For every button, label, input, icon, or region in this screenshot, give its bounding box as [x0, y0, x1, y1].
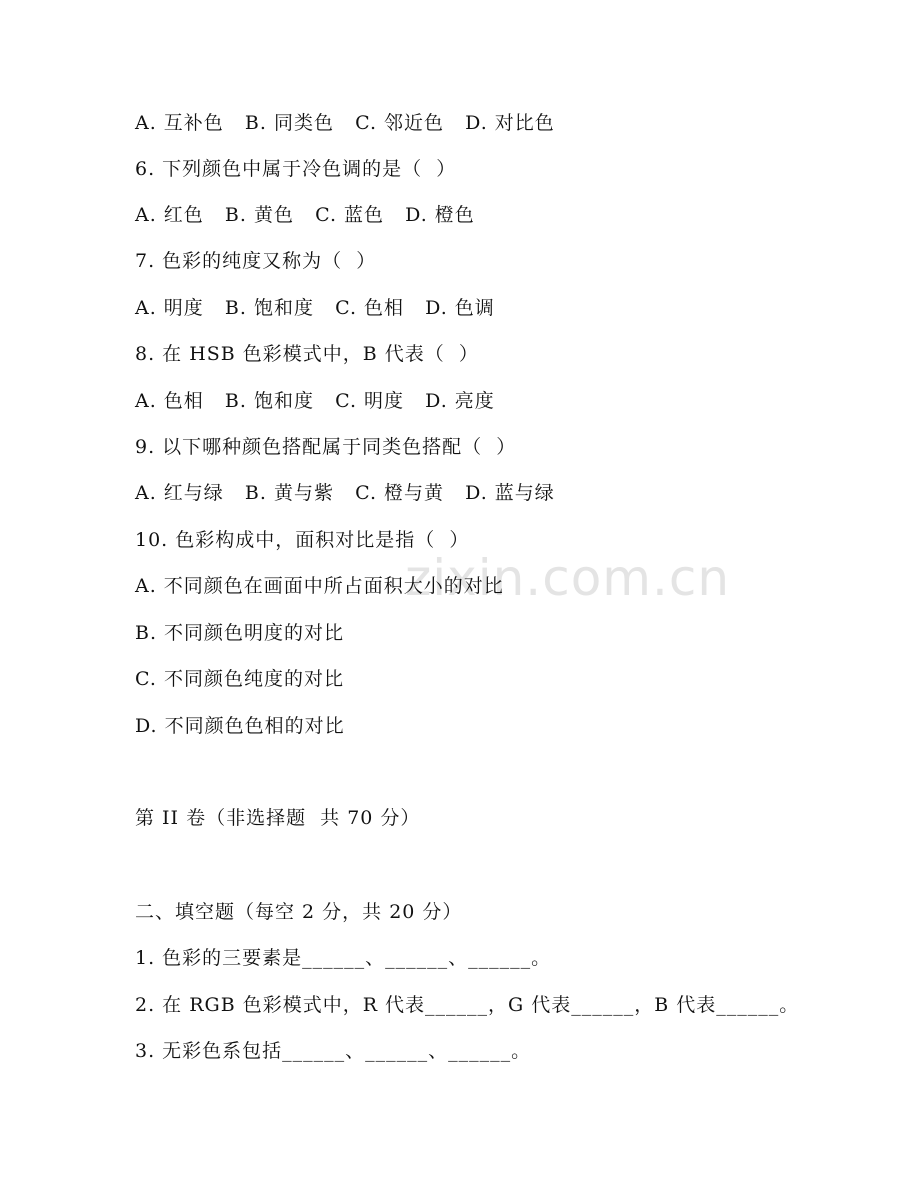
fill-q2: 2. 在 RGB 色彩模式中，R 代表______，G 代表______，B 代表______。: [135, 994, 800, 1016]
fill-q1: 1. 色彩的三要素是______、______、______。: [135, 947, 552, 969]
q7-options: A. 明度 B. 饱和度 C. 色相 D. 色调: [135, 297, 495, 319]
fill-q3: 3. 无彩色系包括______、______、______。: [135, 1040, 532, 1062]
watermark: zixin.com.cn: [405, 549, 731, 607]
q10-option-a: A. 不同颜色在画面中所占面积大小的对比: [135, 575, 504, 597]
q7-question: 7. 色彩的纯度又称为（ ）: [135, 250, 377, 272]
fill-section-title: 二、填空题（每空 2 分，共 20 分）: [135, 901, 463, 923]
q9-options: A. 红与绿 B. 黄与紫 C. 橙与黄 D. 蓝与绿: [135, 482, 555, 504]
q10-option-c: C. 不同颜色纯度的对比: [135, 668, 344, 690]
part2-title: 第 II 卷（非选择题 共 70 分）: [135, 807, 421, 829]
q8-options: A. 色相 B. 饱和度 C. 明度 D. 亮度: [135, 390, 495, 412]
q9-question: 9. 以下哪种颜色搭配属于同类色搭配（ ）: [135, 436, 517, 458]
q5-options: A. 互补色 B. 同类色 C. 邻近色 D. 对比色: [135, 112, 555, 134]
q10-question: 10. 色彩构成中，面积对比是指（ ）: [135, 529, 470, 551]
q8-question: 8. 在 HSB 色彩模式中，B 代表（ ）: [135, 343, 479, 365]
q10-option-b: B. 不同颜色明度的对比: [135, 622, 345, 644]
q6-question: 6. 下列颜色中属于冷色调的是（ ）: [135, 158, 457, 180]
q10-option-d: D. 不同颜色色相的对比: [135, 715, 345, 737]
q6-options: A. 红色 B. 黄色 C. 蓝色 D. 橙色: [135, 204, 475, 226]
